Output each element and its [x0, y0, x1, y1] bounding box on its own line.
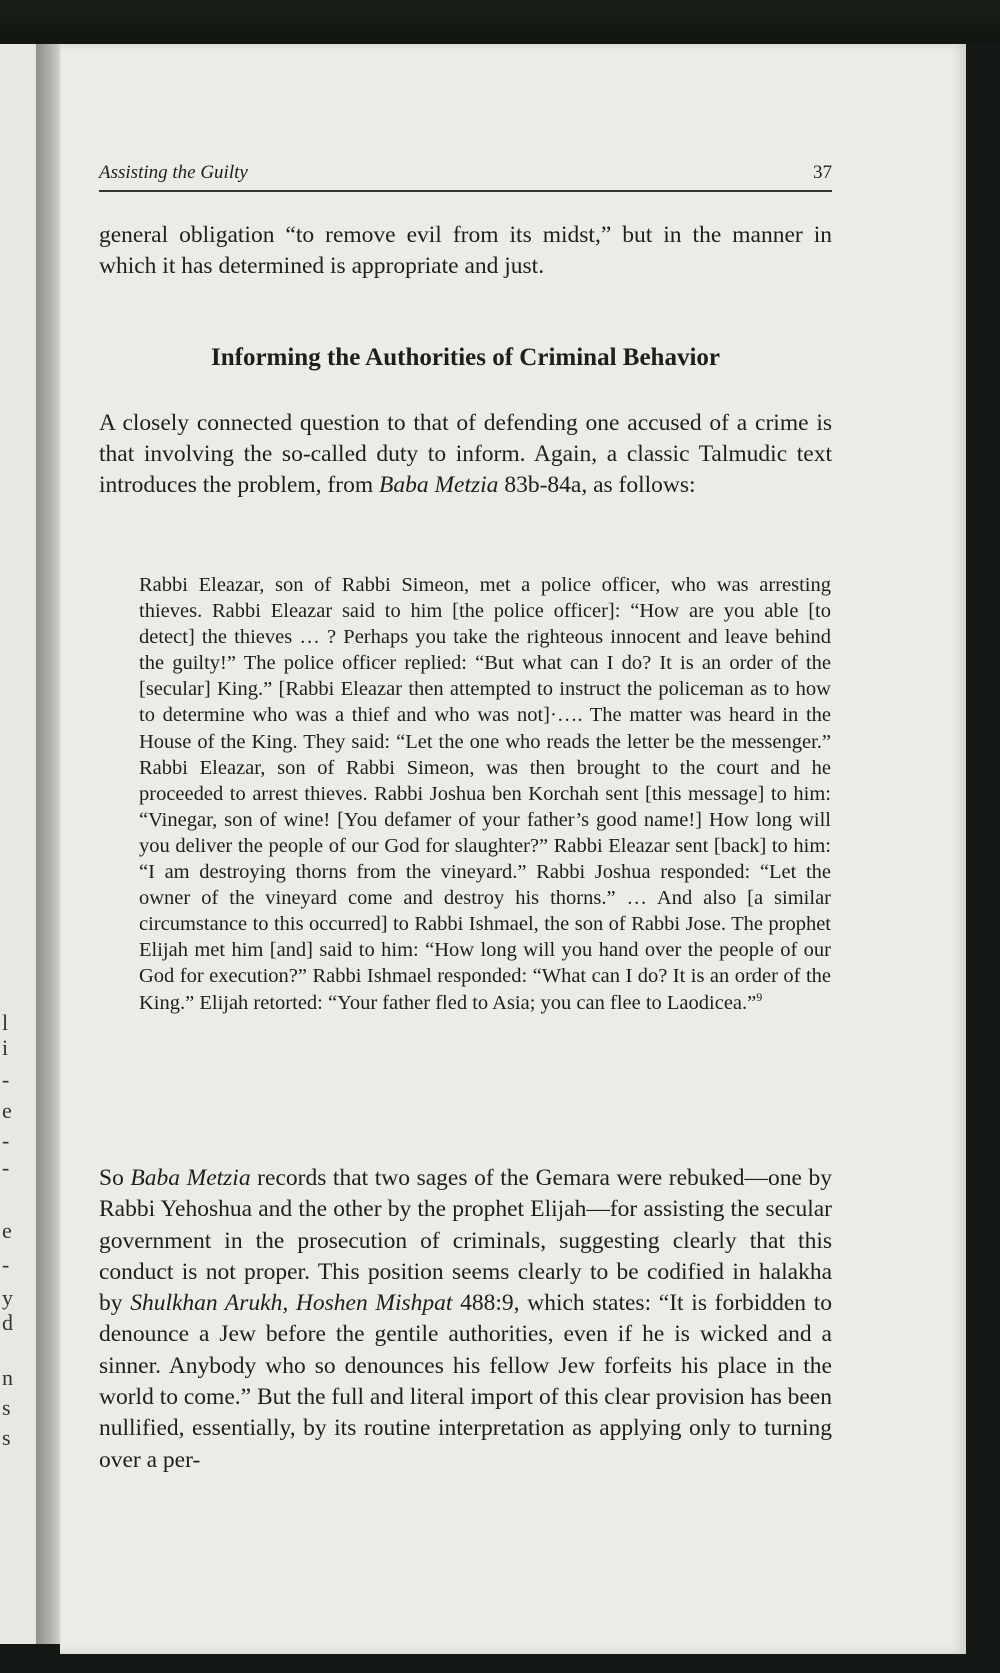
facing-page-fragment: y [2, 1285, 13, 1310]
text: So [99, 1165, 131, 1191]
running-head [99, 158, 832, 192]
facing-page-fragment: - [2, 1128, 10, 1153]
dark-background [0, 0, 1000, 50]
block-quote [139, 572, 831, 1016]
facing-page-fragment: s [2, 1425, 11, 1450]
footnote-ref: 9 [756, 989, 763, 1004]
facing-page-fragment: d [2, 1310, 13, 1335]
facing-page-fragment: s [2, 1395, 11, 1420]
text: 83b-84a, as follows: [498, 472, 696, 498]
facing-page-edge [0, 44, 40, 1644]
italic-title: Baba Metzia [378, 472, 499, 498]
paragraph-3 [99, 1163, 832, 1476]
facing-page-fragment: - [2, 1252, 10, 1277]
paragraph-1: general obligation “to remove evil from its midst,” but in the manner in which it has determined is appropriate and just. [99, 222, 832, 279]
page-number: 37 [813, 162, 832, 183]
quote-text: Rabbi Eleazar, son of Rabbi Simeon, met a police officer, who was arresting thieves. Rabbi Eleazar said to him [the police officer]: “How are you able [to detect] the thieves … ? Perhaps you take the righteous innocent and leave behind the guilty!” The police officer replied: “But what can I do? It is an order of the [secular] King.” [Rabbi Eleazar then attempted to instruct the policeman as to how to determine who was a thief and who was not]·…. The matter was heard in the House of the King. They said: “Let the one who reads the letter be the messenger.” Rabbi Eleazar, son of Rabbi Simeon, was then brought to the court and he proceeded to arrest thieves. Rabbi Joshua ben Korchah sent [this message] to him: “Vinegar, son of wine! [You defamer of your father’s good name!] How long will you deliver the people of our God for slaughter?” Rabbi Eleazar sent [back] to him: “I am destroying thorns from the vineyard.” Rabbi Joshua responded: “Let the owner of the vineyard come and destroy his thorns.” … And also [a similar circumstance to this occurred] to Rabbi Ishmael, the son of Rabbi Jose. The prophet Elijah met him [and] said to him: “How long will you hand over the people of our God for execution?” Rabbi Ishmael responded: “What can I do? It is an order of the King.” Elijah retorted: “Your father fled to Asia; you can flee to Laodicea.” [139, 574, 831, 1014]
dark-background-right [966, 44, 1000, 1673]
paragraph-2 [99, 408, 832, 501]
text: A closely connected question to that of defending one accused of a crime is that involving the so-called duty to inform. Again, a classic Talmudic text introduces the problem, from [99, 410, 832, 498]
facing-page-fragment: e [2, 1218, 12, 1243]
facing-page-fragment: - [2, 1155, 10, 1180]
section-heading: Informing the Authorities of Criminal Behavior [210, 344, 720, 371]
facing-page-fragment: - [2, 1067, 10, 1092]
facing-page-fragment: e [2, 1098, 12, 1123]
text: 488:9, which states: “It is forbidden to denounce a Jew before the gentile authorities, even if he is wicked and a sinner. Anybody who so denounces his fellow Jew forfeits his place in the world to come.” But the full and literal import of this clear provision has been nullified, essentially, by its routine interpretation as applying only to turning over a per- [99, 1290, 832, 1473]
italic-title: Baba Metzia [130, 1165, 251, 1191]
facing-page-fragment: l [2, 1010, 9, 1035]
text: records that two sages of the Gemara were rebuked—one by Rabbi Yehoshua and the other by the prophet Elijah—for assisting the secular government in the prosecution of criminals, suggesting clearly that this conduct is not proper. This position seems clearly to be codified in halakha by [99, 1165, 832, 1317]
facing-page-fragment: n [2, 1365, 13, 1390]
italic-title: Shulkhan Arukh, Hoshen Mishpat [130, 1290, 453, 1317]
facing-page-fragment: i [2, 1035, 9, 1060]
book-gutter [36, 44, 62, 1644]
running-head-title: Assisting the Guilty [99, 162, 248, 183]
